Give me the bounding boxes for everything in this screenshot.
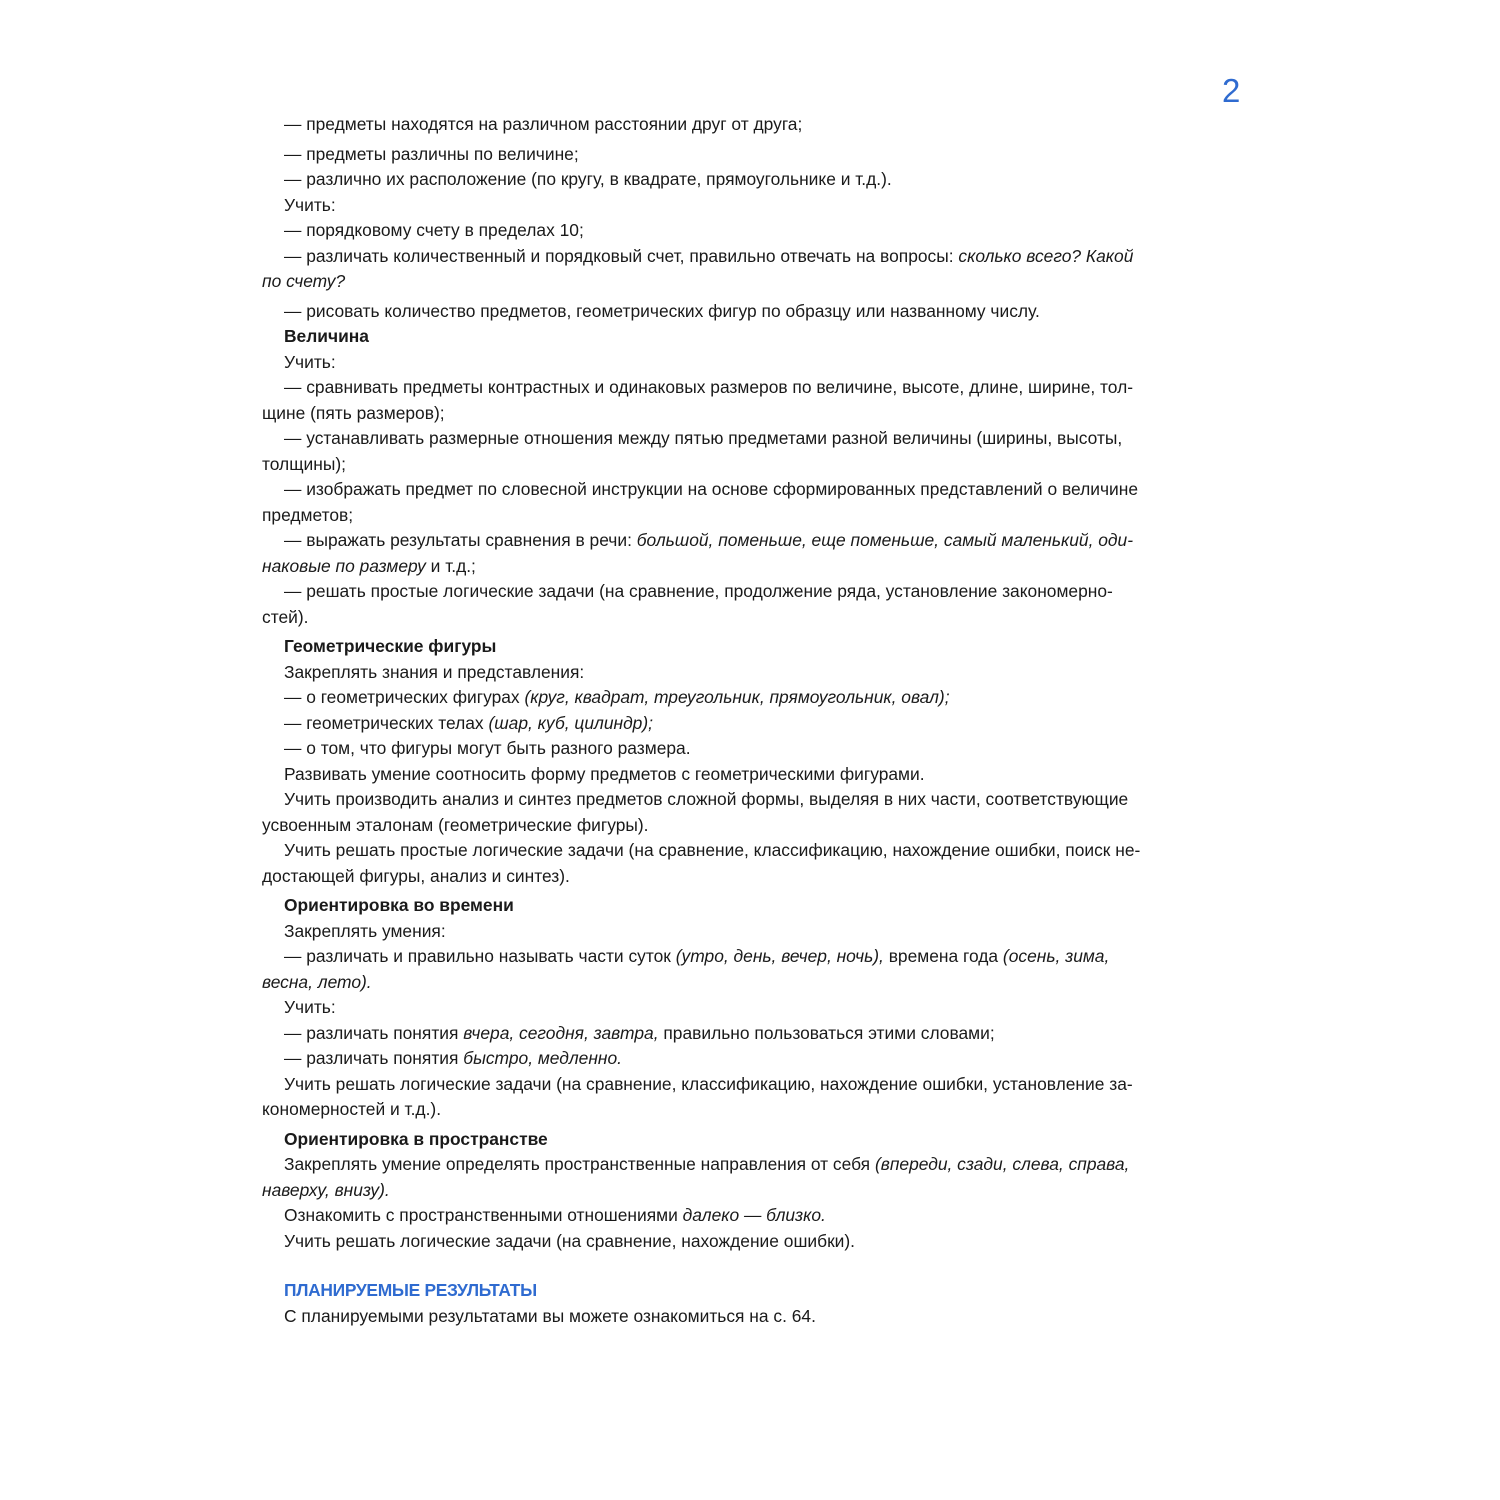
document-body <box>262 112 1242 1329</box>
text-line: — устанавливать размерные отношения между пятью предметами разной величины (ширины, высоты, <box>284 428 1123 448</box>
section-heading: Величина <box>284 326 369 346</box>
text-line: Учить производить анализ и синтез предметов сложной формы, выделяя в них части, соответствующие <box>284 789 1129 809</box>
text-line: — рисовать количество предметов, геометрических фигур по образцу или названному числу. <box>284 300 1040 321</box>
text-line: Учить: <box>284 997 336 1017</box>
text-line: — изображать предмет по словесной инструкции на основе сформированных представлений о величине <box>284 479 1139 499</box>
text-line: толщины); <box>262 453 346 474</box>
text-line: достающей фигуры, анализ и синтез). <box>262 865 570 886</box>
section-heading: Ориентировка во времени <box>284 895 514 915</box>
text-line: Ознакомить с пространственными отношениями далеко — близко. <box>284 1205 826 1225</box>
text-line: — сравнивать предметы контрастных и одинаковых размеров по величине, высоте, длине, ширине, тол- <box>284 377 1134 397</box>
text-line: С планируемыми результатами вы можете ознакомиться на с. 64. <box>284 1305 816 1326</box>
text-line: предметов; <box>262 504 354 525</box>
text-line: Учить: <box>284 351 336 372</box>
results-heading: ПЛАНИРУЕМЫЕ РЕЗУЛЬТАТЫ <box>284 1280 537 1300</box>
text-line: — решать простые логические задачи (на сравнение, продолжение ряда, установление закономерно- <box>284 581 1113 601</box>
text-line: Закреплять знания и представления: <box>284 661 585 682</box>
section-heading: Ориентировка в пространстве <box>284 1128 548 1149</box>
text-line: усвоенным эталонам (геометрические фигуры). <box>262 814 649 835</box>
text-line: Учить решать логические задачи (на сравнение, классификацию, нахождение ошибки, установление за- <box>284 1073 1133 1094</box>
text-line: — различать количественный и порядковый счет, правильно отвечать на вопросы: сколько всего? Какой <box>284 245 1134 266</box>
section-heading: Геометрические фигуры <box>284 636 497 656</box>
text-line: стей). <box>262 606 309 627</box>
text-line: — различно их расположение (по кругу, в квадрате, прямоугольнике и т.д.). <box>284 169 892 189</box>
text-line: наковые по размеру и т.д.; <box>262 555 476 576</box>
text-line: — о геометрических фигурах (круг, квадрат, треугольник, прямоугольник, овал); <box>284 687 950 707</box>
text-line: — порядковому счету в пределах 10; <box>284 220 584 240</box>
text-line: по счету? <box>262 271 346 291</box>
text-line: — предметы различны по величине; <box>284 143 579 164</box>
text-line: — различать и правильно называть части суток (утро, день, вечер, ночь), времена года (осень, зима, <box>284 946 1110 966</box>
text-line: — о том, что фигуры могут быть разного размера. <box>284 738 691 758</box>
text-line: щине (пять размеров); <box>262 402 445 423</box>
text-line: — выражать результаты сравнения в речи: большой, поменьше, еще поменьше, самый маленький, оди- <box>284 530 1133 550</box>
text-line: Развивать умение соотносить форму предметов с геометрическими фигурами. <box>284 763 925 784</box>
text-line: — различать понятия быстро, медленно. <box>284 1048 622 1068</box>
text-line: кономерностей и т.д.). <box>262 1099 442 1119</box>
text-line: Учить: <box>284 194 336 215</box>
text-line: Учить решать логические задачи (на сравнение, нахождение ошибки). <box>284 1230 856 1251</box>
text-line: — геометрических телах (шар, куб, цилиндр); <box>284 712 653 733</box>
text-line: — различать понятия вчера, сегодня, завтра, правильно пользоваться этими словами; <box>284 1022 995 1043</box>
text-line: весна, лето). <box>262 971 372 992</box>
text-line: Учить решать простые логические задачи (на сравнение, классификацию, нахождение ошибки, поиск не- <box>284 840 1141 860</box>
text-line: Закреплять умения: <box>284 920 446 941</box>
text-line: наверху, внизу). <box>262 1179 390 1200</box>
page-number: 2 <box>1222 72 1241 109</box>
text-line: Закреплять умение определять пространственные направления от себя (впереди, сзади, слева, справа, <box>284 1154 1130 1174</box>
text-line: — предметы находятся на различном расстоянии друг от друга; <box>284 114 803 134</box>
